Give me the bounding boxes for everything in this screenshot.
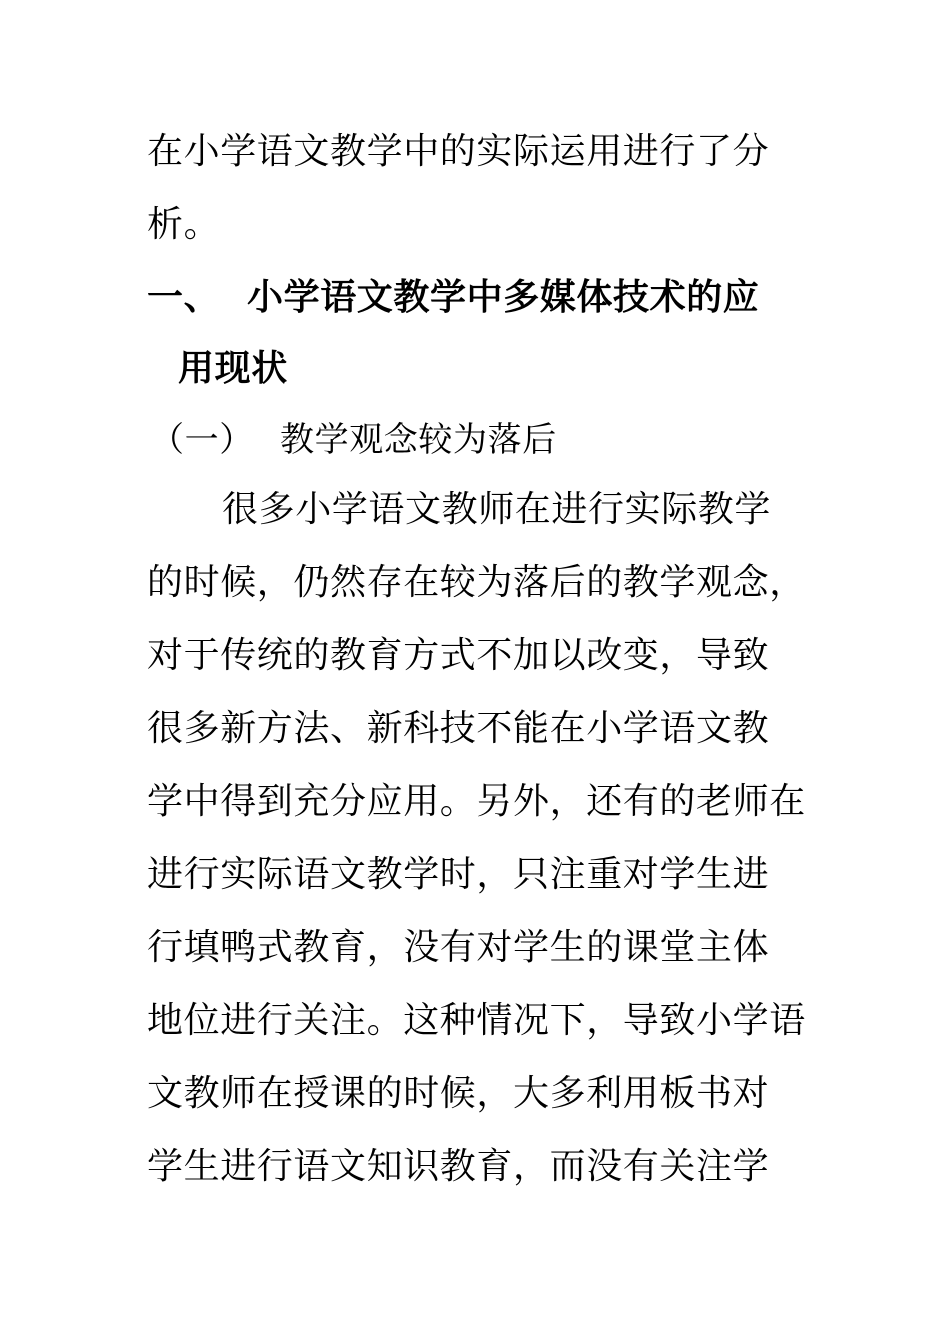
body-line-10: 学生进行语文知识教育，而没有关注学 <box>147 1146 770 1187</box>
body-line-7: 行填鸭式教育，没有对学生的课堂主体 <box>147 927 770 968</box>
body-line-2: 的时候，仍然存在较为落后的教学观念， <box>147 562 806 603</box>
body-line-1: 很多小学语文教师在进行实际教学 <box>222 489 772 530</box>
body-line-5: 学中得到充分应用。另外，还有的老师在 <box>147 781 806 822</box>
body-line-8: 地位进行关注。这种情况下，导致小学语 <box>147 1000 806 1041</box>
body-line-6: 进行实际语文教学时，只注重对学生进 <box>147 854 770 895</box>
body-line-3: 对于传统的教育方式不加以改变，导致 <box>147 635 770 676</box>
section-title-line-1: 小学语文教学中多媒体技术的应 <box>247 277 760 318</box>
section-title-line-2: 用现状 <box>178 348 288 389</box>
subsection-number: （一） <box>150 420 254 460</box>
body-line-4: 很多新方法、新科技不能在小学语文教 <box>147 708 770 749</box>
intro-line-2: 析。 <box>147 204 221 245</box>
subsection-title: 教学观念较为落后 <box>280 420 557 460</box>
section-number: 一、 <box>147 277 221 318</box>
body-line-9: 文教师在授课的时候，大多利用板书对 <box>147 1073 770 1114</box>
intro-line-1: 在小学语文教学中的实际运用进行了分 <box>147 131 770 172</box>
